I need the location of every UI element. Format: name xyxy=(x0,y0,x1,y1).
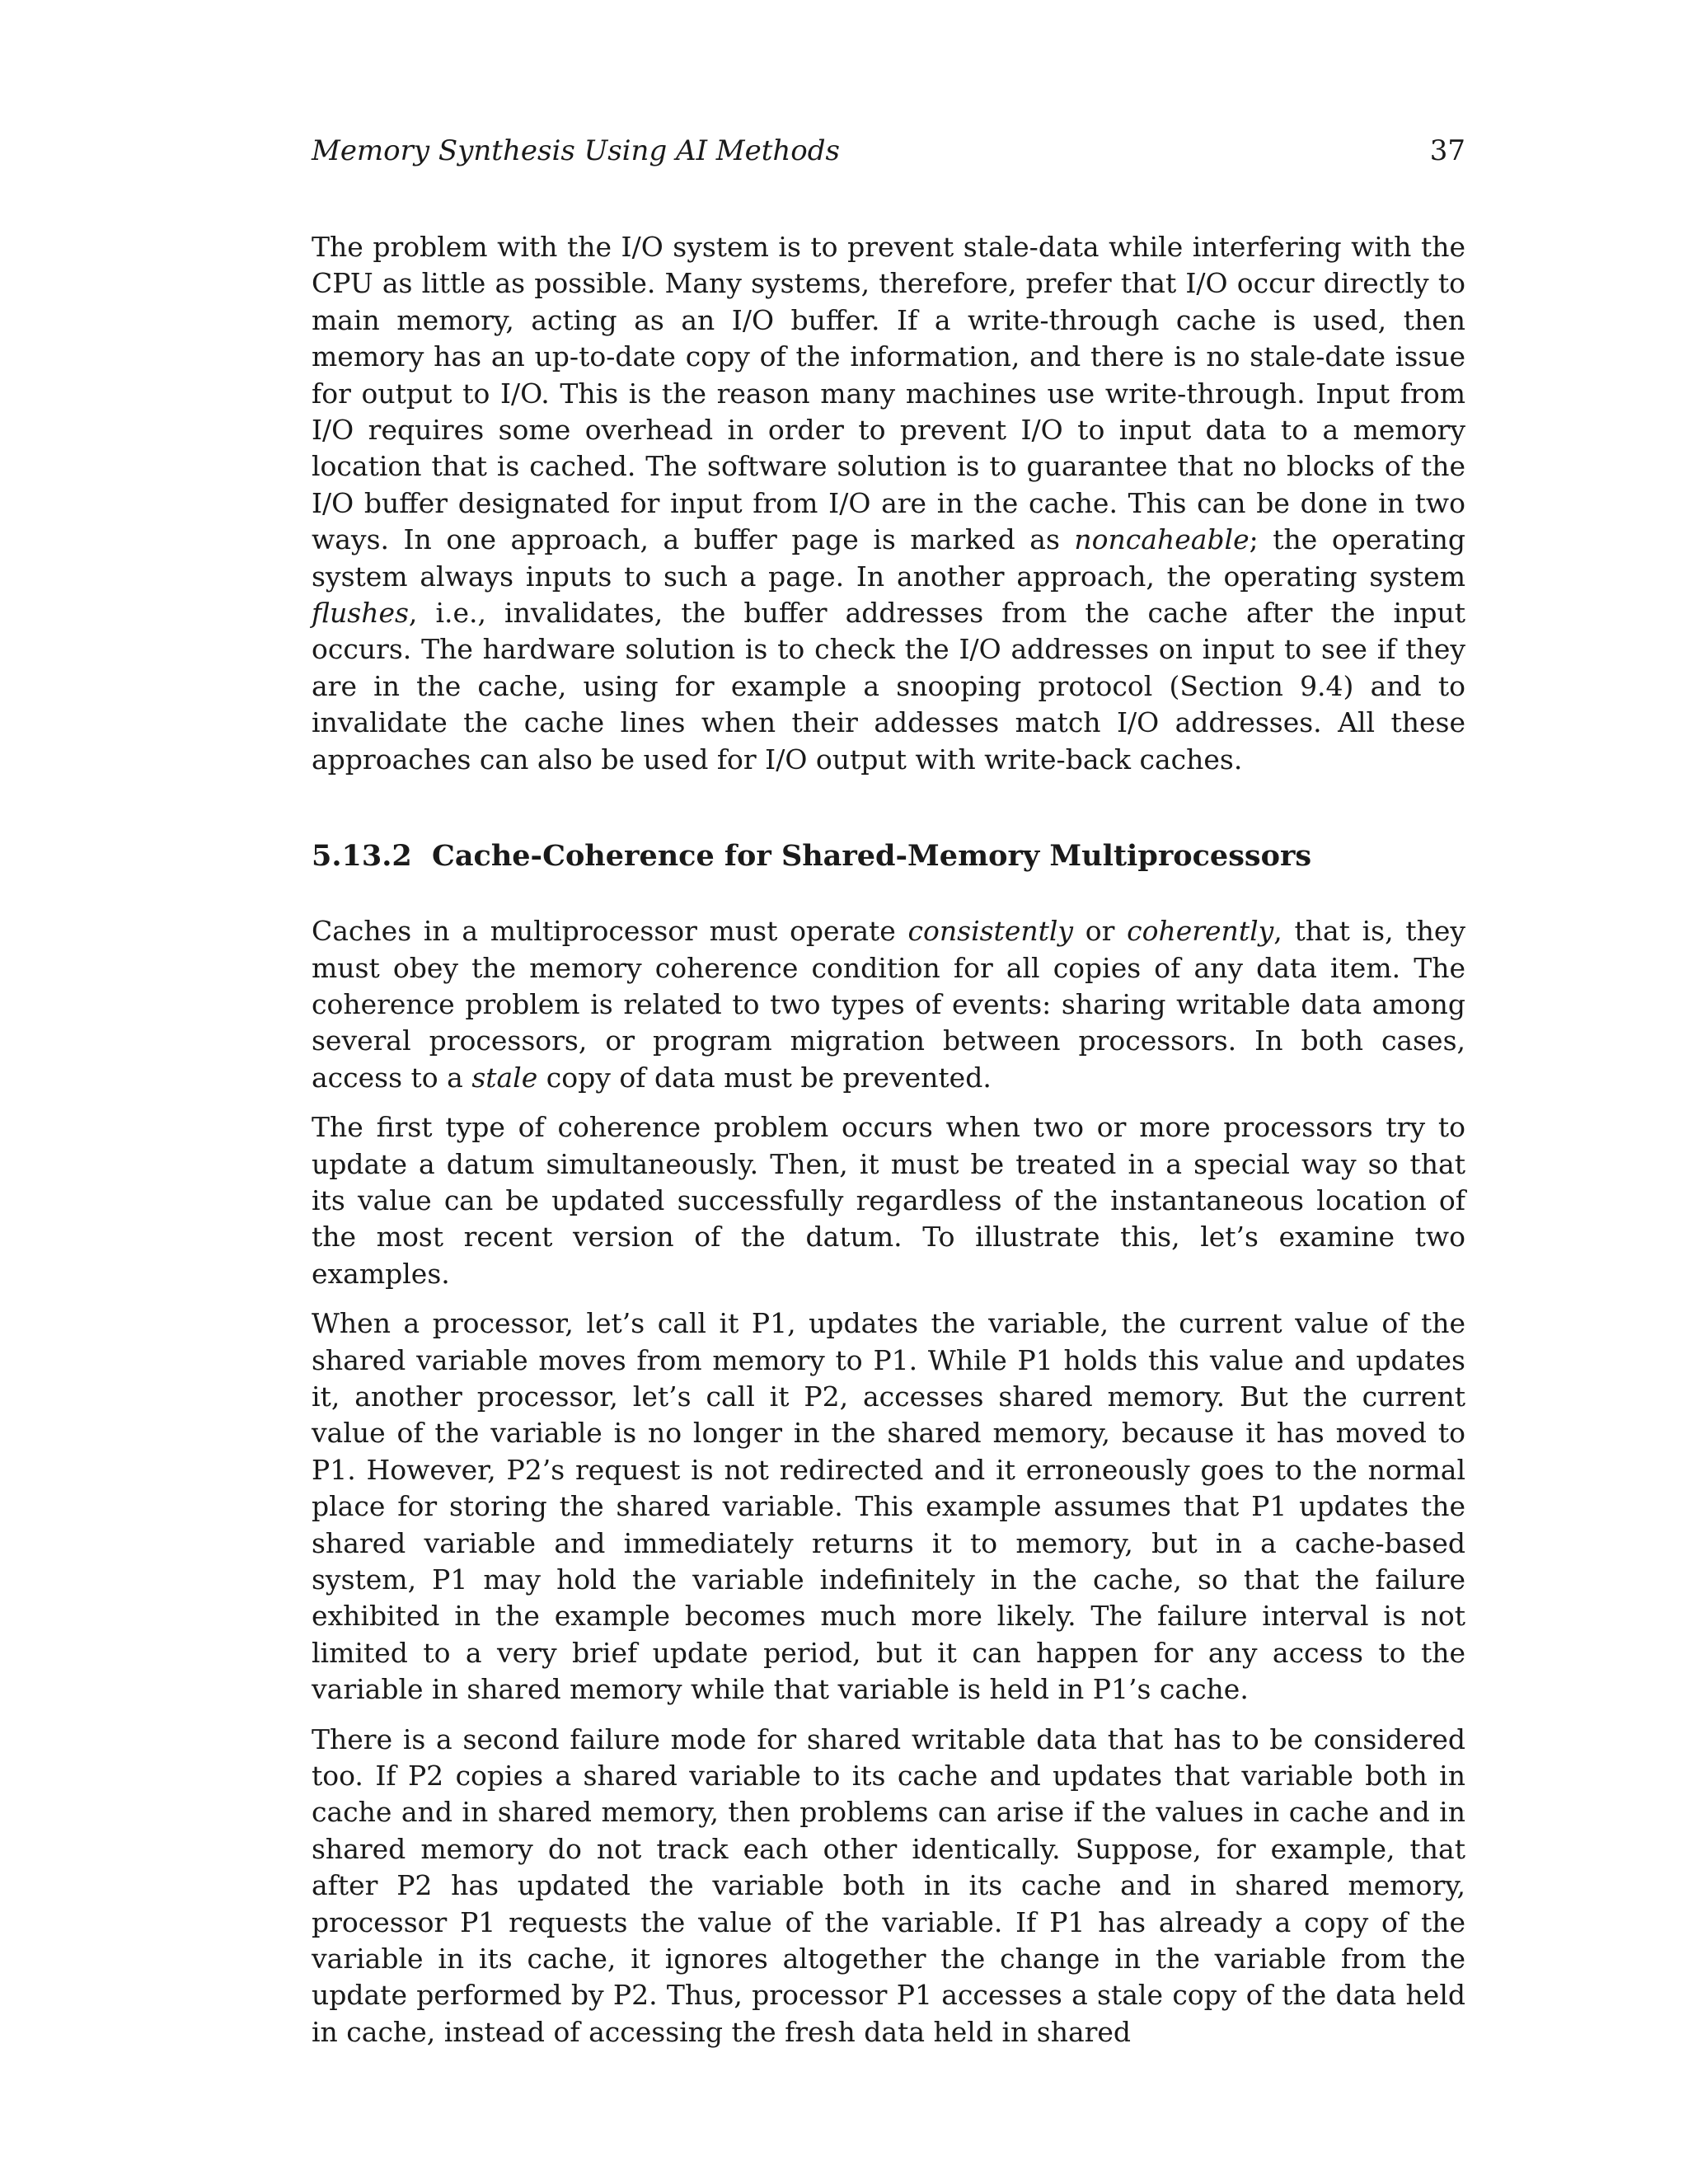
emphasis-coherently: coherently xyxy=(1127,915,1274,948)
section-title: Cache-Coherence for Shared-Memory Multiprocessors xyxy=(432,839,1312,874)
page-body xyxy=(312,229,1465,2050)
paragraph-coherence-intro xyxy=(312,913,1465,1096)
text-run: or xyxy=(1073,915,1128,948)
paragraph-second-failure-mode: There is a second failure mode for shared writable data that has to be considered too. If P2 copies a shared variable to its cache and updates that variable both in cache and in shared memory, then problems can arise if the values in cache and in shared memory do not track each other identically. Suppose, for example, that after P2 has updated the variable both in its cache and in shared memory, processor P1 requests the value of the variable. If P1 has already a copy of the variable in its cache, it ignores altogether the change in the variable from the update performed by P2. Thus, processor P1 accesses a stale copy of the data held in cache, instead of accessing the fresh data held in shared xyxy=(312,1722,1465,2048)
text-run: The problem with the I/O system is to prevent stale-data while interfering with the CPU as little as possible. Many systems, therefore, prefer that I/O occur directly to main memory, acting as an I/O buffer. If a write-through cache is used, then memory has an up-to-date copy of the information, and there is no stale-date issue for output to I/O. This is the reason many machines use write-through. Input from I/O requires some overhead in order to prevent I/O to input data to a memory location that is cached. The software solution is to guarantee that no blocks of the I/O buffer designated for input from I/O are in the cache. This can be done in two ways. In one approach, a buffer page is marked as xyxy=(312,231,1465,556)
emphasis-consistently: consistently xyxy=(907,915,1074,948)
text-run: , that is, they must obey the memory coherence condition for all copies of any data item. The coherence problem is related to two types of events: sharing writable data among several processors, or program migration between processors. In both cases, access to a xyxy=(312,915,1465,1094)
emphasis-stale: stale xyxy=(471,1061,538,1094)
text-run: , i.e., invalidates, the buffer addresses from the cache after the input occurs. The hardware solution is to check the I/O addresses on input to see if they are in the cache, using for example a snooping protocol (Section 9.4) and to invalidate the cache lines when their addesses match I/O addresses. All these approaches can also be used for I/O output with write-back caches. xyxy=(312,597,1465,776)
text-run: copy of data must be prevented. xyxy=(537,1061,992,1094)
page-number: 37 xyxy=(1429,134,1465,167)
running-header xyxy=(312,130,1465,171)
paragraph-p1-example: When a processor, let’s call it P1, updates the variable, the current value of the shared variable moves from memory to P1. While P1 holds this value and updates it, another processor, let’s call it P2, accesses shared memory. But the current value of the variable is no longer in the shared memory, because it has moved to P1. However, P2’s request is not redirected and it erroneously goes to the normal place for storing the shared variable. This example assumes that P1 updates the shared variable and immediately returns it to memory, but in a cache-based system, P1 may hold the variable indefinitely in the cache, so that the failure exhibited in the example becomes much more likely. The failure interval is not limited to a very brief update period, but it can happen for any access to the variable in shared memory while that variable is held in P1’s cache. xyxy=(312,1307,1465,1706)
emphasis-noncacheable: noncaheable xyxy=(1074,523,1250,556)
text-run: Caches in a multiprocessor must operate xyxy=(312,915,908,948)
section-heading xyxy=(312,837,1465,875)
running-title: Memory Synthesis Using AI Methods xyxy=(312,134,840,167)
emphasis-flushes: flushes xyxy=(312,597,409,630)
paragraph-first-problem: The first type of coherence problem occurs when two or more processors try to update a datum simultaneously. Then, it must be treated in a special way so that its value can be updated successfully regardless of the instantaneous location of the most recent version of the datum. To illustrate this, let’s examine two examples. xyxy=(312,1111,1465,1290)
section-number: 5.13.2 xyxy=(312,839,412,874)
paragraph-io-stale-data xyxy=(312,229,1465,778)
text-run: ; the operating system always inputs to such a page. In another approach, the operating system xyxy=(312,523,1465,593)
